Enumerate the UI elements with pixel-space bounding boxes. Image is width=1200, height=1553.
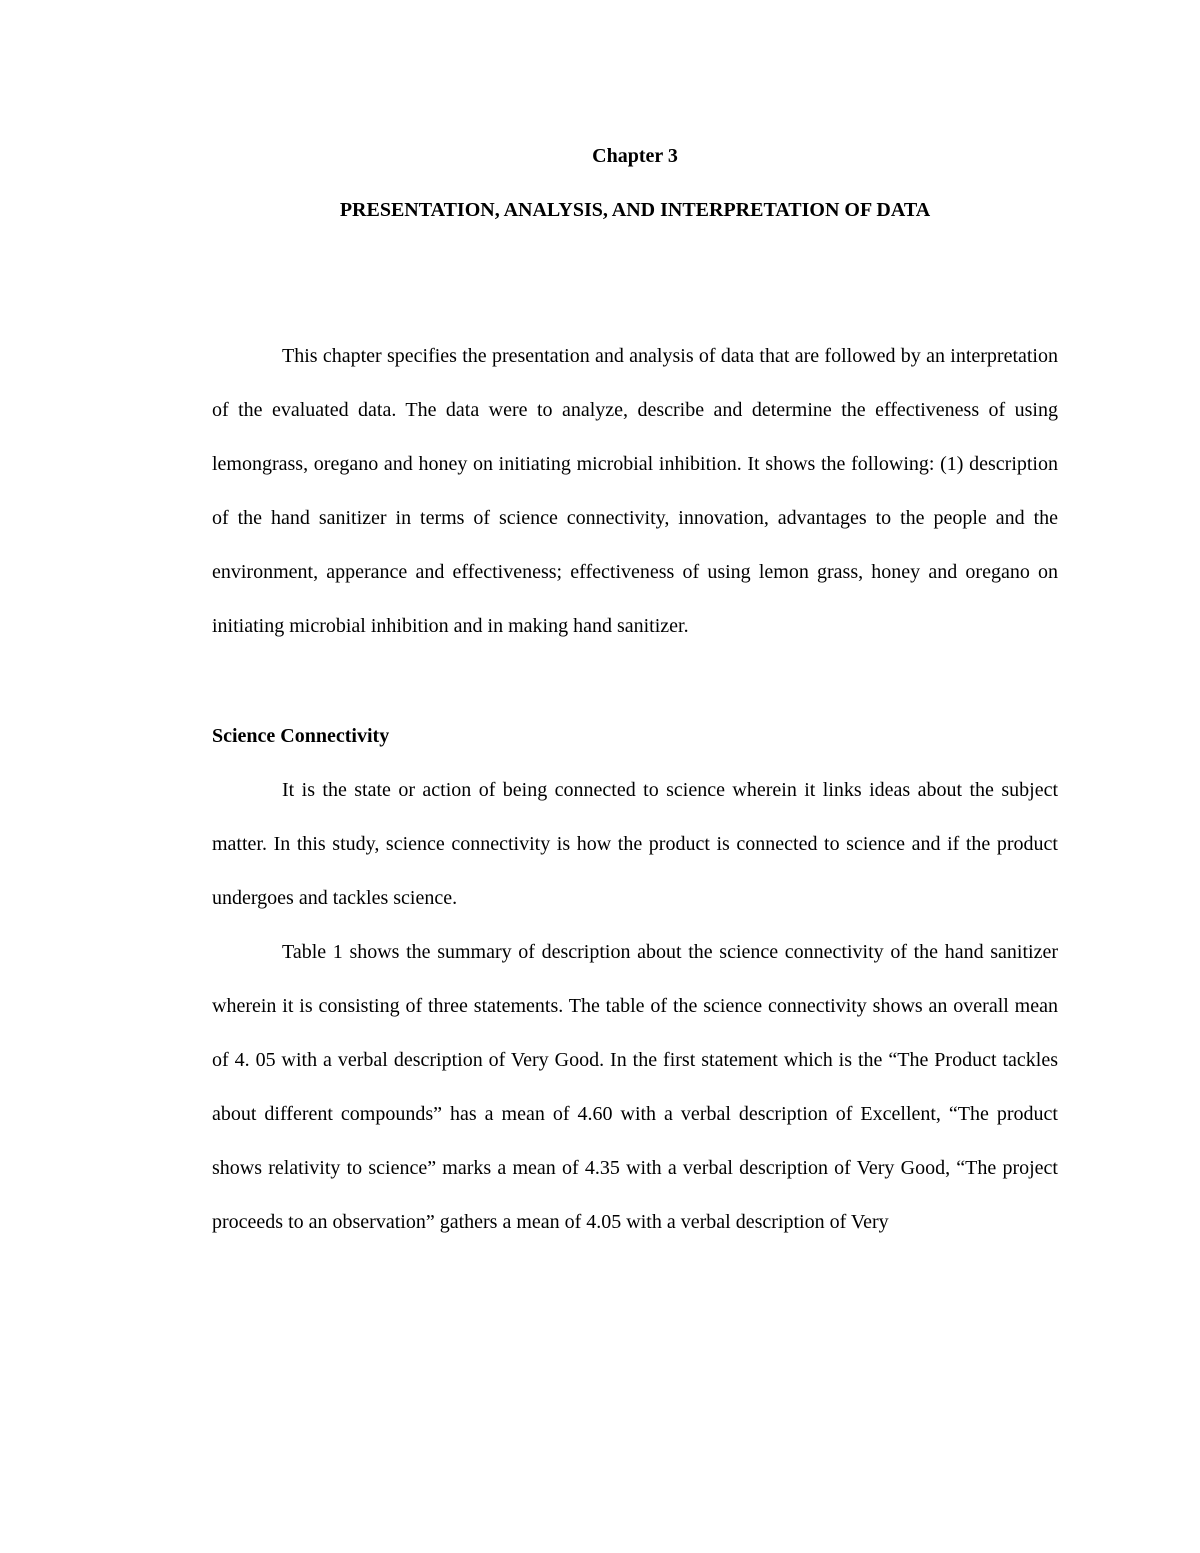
page-content [212, 140, 1058, 1249]
chapter-subtitle: PRESENTATION, ANALYSIS, AND INTERPRETATION OF DATA [339, 199, 931, 221]
section-paragraph: It is the state or action of being connected to science wherein it links ideas about the subject matter. In this study, science connectivity is how the product is connected to science and if the product undergoes and tackles science. [212, 779, 1058, 909]
section-heading: Science Connectivity [212, 725, 390, 747]
intro-paragraph: This chapter specifies the presentation and analysis of data that are followed by an interpretation of the evaluated data. The data were to analyze, describe and determine the effectiveness of using lemongrass, oregano and honey on initiating microbial inhibition. It shows the following: (1) description of the hand sanitizer in terms of science connectivity, innovation, advantages to the people and the environment, apperance and effectiveness; effectiveness of using lemon grass, honey and oregano on initiating microbial inhibition and in making hand sanitizer. [212, 345, 1058, 637]
section-paragraph: Table 1 shows the summary of description about the science connectivity of the hand sanitizer wherein it is consisting of three statements. The table of the science connectivity shows an overall mean of 4. 05 with a verbal description of Very Good. In the first statement which is the “The Product tackles about different compounds” has a mean of 4.60 with a verbal description of Excellent, “The product shows relativity to science” marks a mean of 4.35 with a verbal description of Very Good, “The project proceeds to an observation” gathers a mean of 4.05 with a verbal description of Very [212, 941, 1058, 1233]
chapter-title: Chapter 3 [592, 145, 678, 167]
